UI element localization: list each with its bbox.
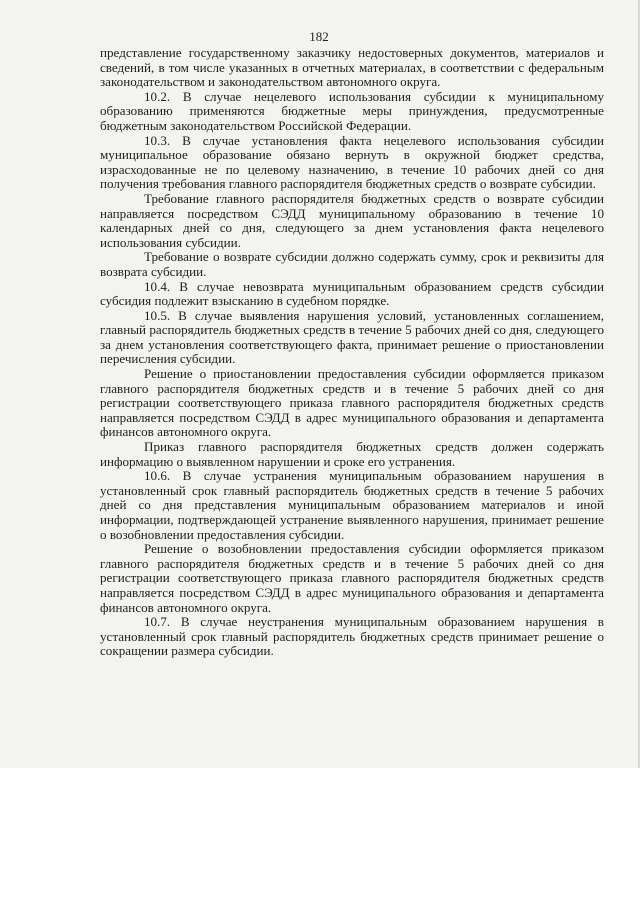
paragraph-10-3: 10.3. В случае установления факта нецелевого использования субсидии муниципальное образование обязано вернуть в окружной бюджет средства, израсходованные не по целевому назначению, в течение 10 рабочих дней со дня получения требования главного распорядителя бюджетных средств о возврате субсидии. <box>100 132 604 192</box>
paragraph-10-3-requirement-content: Требование о возврате субсидии должно содержать сумму, срок и реквизиты для возврата субсидии. <box>100 249 604 279</box>
paragraph-10-4: 10.4. В случае невозврата муниципальным образованием средств субсидии субсидия подлежит взысканию в судебном порядке. <box>100 278 604 309</box>
paragraph-10-6: 10.6. В случае устранения муниципальным образованием нарушения в установленный срок главный распорядитель бюджетных средств в течение 5 рабочих дней со дня представления муниципальным образованием материалов и иной информации, подтверждающей устранение выявленного нарушения, принимает решение о возобновлении предоставления субсидии. <box>100 468 604 542</box>
document-body <box>100 46 604 659</box>
paragraph-10-3-requirement: Требование главного распорядителя бюджетных средств о возврате субсидии направляется посредством СЭДД муниципальному образованию в течение 10 календарных дней со дня, следующего за днем установления факта нецелевого использования субсидии. <box>100 190 604 250</box>
page-number: 182 <box>309 29 329 44</box>
blank-background <box>0 768 640 905</box>
paragraph-10-6-decision: Решение о возобновлении предоставления субсидии оформляется приказом главного распорядителя бюджетных средств и в течение 5 рабочих дней со дня регистрации соответствующего приказа главного распорядителя бюджетных средств направляется посредством СЭДД в адрес муниципального образования и департамента финансов автономного округа. <box>100 541 604 615</box>
paragraph-10-2: 10.2. В случае нецелевого использования субсидии к муниципальному образованию применяются бюджетные меры принуждения, предусмотренные бюджетным законодательством Российской Федерации. <box>100 88 604 133</box>
paragraph-10-5-decision: Решение о приостановлении предоставления субсидии оформляется приказом главного распорядителя бюджетных средств и в течение 5 рабочих дней со дня регистрации соответствующего приказа главного распорядителя бюджетных средств направляется посредством СЭДД в адрес муниципального образования и департамента финансов автономного округа. <box>100 366 604 440</box>
paragraph-10-7: 10.7. В случае неустранения муниципальным образованием нарушения в установленный срок главный распорядитель бюджетных средств принимает решение о сокращении размера субсидии. <box>100 614 604 659</box>
paragraph-10-5: 10.5. В случае выявления нарушения условий, установленных соглашением, главный распорядитель бюджетных средств в течение 5 рабочих дней со дня, следующего за днем установления соответствующего факта, принимает решение о приостановлении перечисления субсидии. <box>100 307 604 367</box>
paragraph-10-5-order: Приказ главного распорядителя бюджетных средств должен содержать информацию о выявленном нарушении и сроке его устранения. <box>100 439 604 469</box>
paragraph-continuation: представление государственному заказчику недостоверных документов, материалов и сведений, в том числе указанных в отчетных материалах, в соответствии с федеральным законодательством и законодательством автономного округа. <box>100 45 604 90</box>
